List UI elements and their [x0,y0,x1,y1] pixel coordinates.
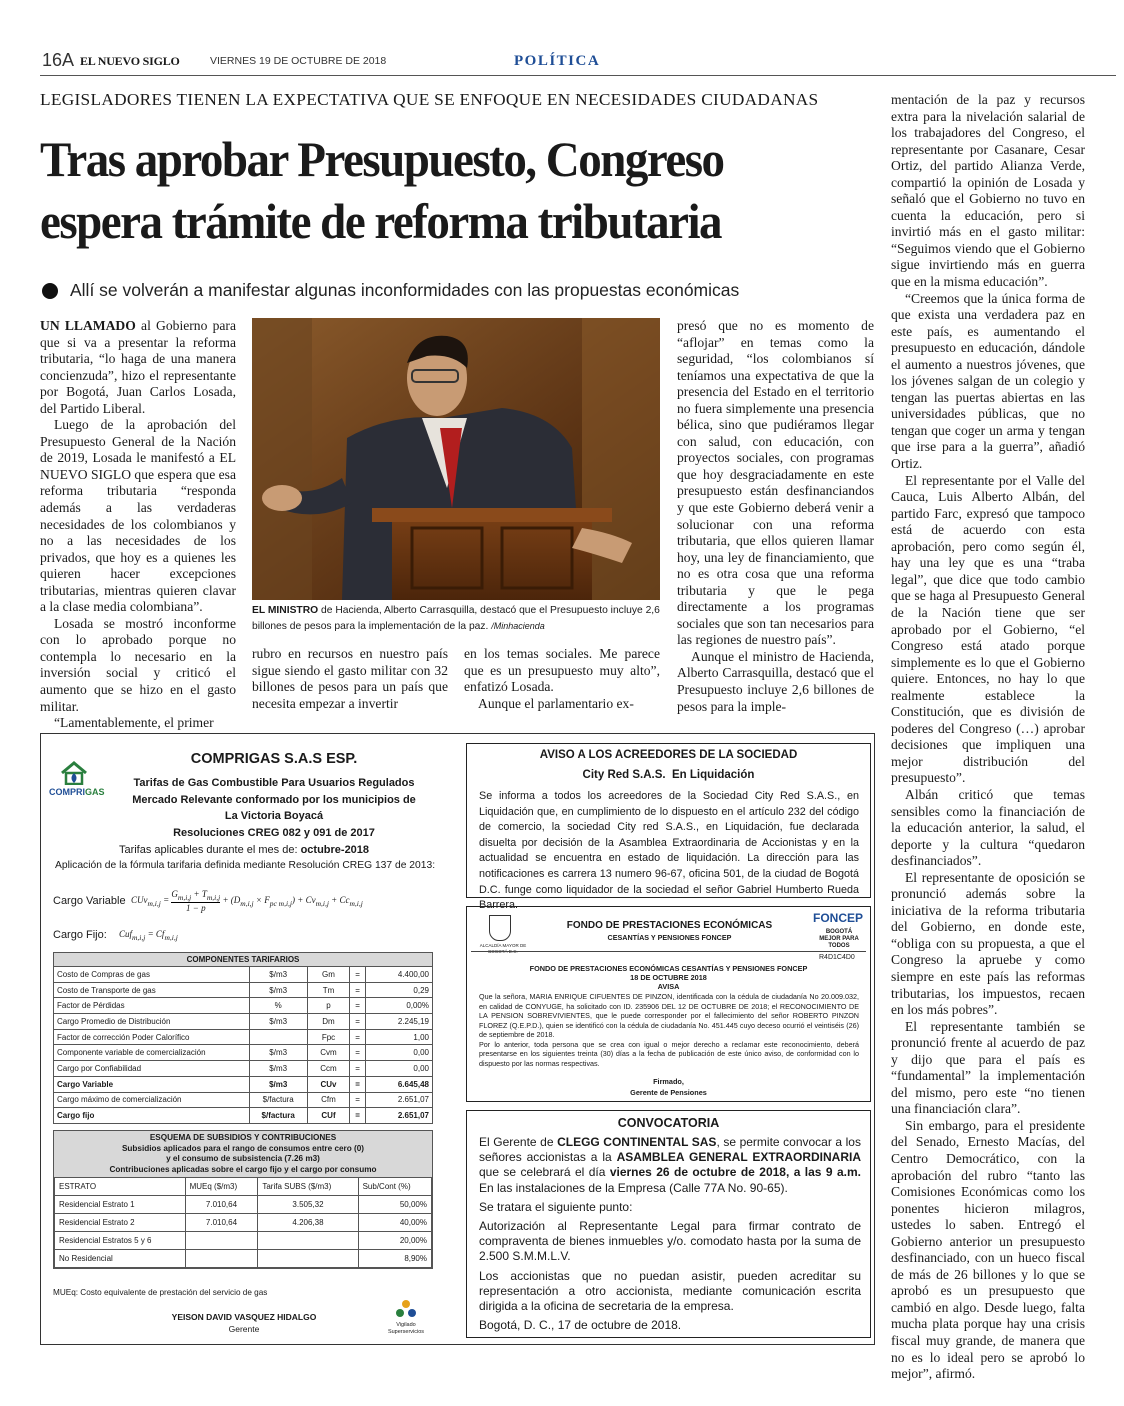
subsidy-title-3: y el consumo de subsistencia (7.26 m3) [166,1154,320,1163]
signer-role: Gerente [228,1324,260,1334]
comprigas-title: COMPRIGAS S.A.S ESP. [190,751,358,767]
conv-text-c: , se permite convocar a los señores accionistas a la [479,1135,861,1165]
foncep-para-2: Por lo anterior, toda persona que se crea con igual o mejor derecho a reclamar este reconocimiento, deberá presentarse en los siguientes treinta (30) días a la fecha de publicación de este único aviso, de conformidad con lo dispuesto por las normas respectivas. [479,1039,859,1068]
cargo-variable-formula: CUv$_{m,i,j}$ = $\frac{G_{m,i,j} + T_{m,i,j}}{1 - p}$ + $(D_{m,i,j} \times F_{pc m,i,j}) + Cv_{m,i,j} + Cc_{m,i,j}$ [131,889,363,913]
tariff-cell-unit: $/m3 [249,1014,307,1030]
aviso-subtitle: City Red S.A.S. En Liquidación [582,769,755,781]
col5-para-4: Albán criticó que temas sensibles como la financiación de la educación anterior, la salud, el deporte y la cultura “quedaron desfinanciados”. [891,786,1085,869]
tariff-cell-value: 6.645,48 [365,1076,432,1092]
conv-text-e: que se celebrará el día [479,1165,610,1180]
subsidy-title-1: ESQUEMA DE SUBSIDIOS Y CONTRIBUCIONES [149,1133,337,1142]
photo-caption [252,604,662,634]
subsidy-cell: 3.505,32 [258,1196,358,1214]
col1-para-2: Luego de la aprobación del Presupuesto General de la Nación de 2019, Losada le manifestó a EL NUEVO SIGLO que espera que esa reforma tributaria “responda además a las verdaderas necesidades de los colombianos y no a las necesidades de los privados, que hoy es a quienes les quieren hacer excepciones tributarias, mientras quieren clavar a la clase media colombiana”. [40,417,236,615]
subsidy-cell: 7.010,64 [185,1214,258,1232]
cf-formula-symbol: Cuf [119,929,133,939]
headline-line-2: espera trámite de reforma tributaria [40,193,722,249]
foncep-role: Gerente de Pensiones [630,1088,707,1097]
tariff-cell-unit: $/m3 [249,982,307,998]
tariff-cell-name: Costo de Transporte de gas [54,982,250,998]
tariff-cell-name: Componente variable de comercialización [54,1045,250,1061]
tariff-cell-symbol: CUv [307,1076,349,1092]
section-name: POLÍTICA [514,53,601,69]
tariff-row [54,1092,433,1108]
subsidy-cell: Residencial Estrato 1 [55,1196,186,1214]
subsidy-cell: 4.206,38 [258,1214,358,1232]
foncep-para-1: Que la señora, MARIA ENRIQUE CIFUENTES DE PINZON, identificada con la cédula de ciudadanía No 20.009.032, en calidad de CONYUGE, ha solicitado con ID. 235906 DEL 12 DE OCTUBRE DE 2018; el RECONOCIMIENTO DE LA PENSION SOBREVIVIENTES, que le puede corresponder por el fallecimiento del señor ROBERTO PINZON FLOREZ (Q.E.P.D.), quien se identificó con la cédula de ciudadanía No. 451.445 cuyo deceso ocurrió el veintiséis (26) de septiembre de 2018. [479,992,859,1039]
tariff-cell-symbol: Fpc [307,1029,349,1045]
convocatoria-para-1 [479,1135,861,1196]
tariff-cell-equals: = [350,1014,366,1030]
tariff-row [54,998,433,1014]
subsidy-row [55,1232,432,1250]
subsidy-cell: Residencial Estratos 5 y 6 [55,1232,186,1250]
subsidy-box [53,1130,433,1269]
tariff-cell-name: Costo de Compras de gas [54,967,250,983]
comprigas-line-3: La Victoria Boyacá [224,810,324,822]
convocatoria-para-4: Los accionistas que no puedan asistir, pueden acreditar su representación a otro accionista, mediante comunicación escrita dirigida a la oficina de secretaria de la empresa. [479,1268,861,1314]
house-flame-icon [59,761,89,785]
article-column-1 [40,318,236,732]
conv-assembly: ASAMBLEA GENERAL EXTRAORDINARIA [616,1150,862,1165]
minister-photo [252,318,660,600]
aviso-body: Se informa a todos los acreedores de la Sociedad City Red S.A.S., en Liquidación que, en cumplimiento de lo dispuesto en el artículo 232 del código de comercio, la sociedad City red S.A.S., en Liquidación, fue declarada disuelta por decisión de la Asamblea Extraordinaria de Accionistas y en la actualidad se encuentra en estado de liquidación. La dirección para las notificaciones es carrera 13 numero 96-67, oficina 501, de la ciudad de Bogotá D.C. funge como liquidador de la sociedad el señor Gabriel Humberto Rueda Barrera. [479,790,859,912]
subsidy-row [55,1214,432,1232]
tariff-cell-unit: $/m3 [249,1045,307,1061]
foncep-head-3: AVISA [657,982,680,991]
tariff-cell-value: 2.651,07 [365,1092,432,1108]
tariff-cell-equals: = [350,1076,366,1092]
tariff-cell-equals: = [350,998,366,1014]
tariff-cell-equals: = [350,1108,366,1124]
tariff-cell-equals: = [350,1092,366,1108]
aviso-acreedores-ad [466,743,871,912]
tariff-cell-equals: = [350,1045,366,1061]
col5-para-7: Sin embargo, para el presidente del Senado, Ernesto Macías, del Centro Democrático, con la aprobación del rubro “tanto las Comisiones Económicas como los ponentes hicieron milagros, ustedes lo saben. Entregó el Gobierno anterior un presupuesto desfinanciado, con un hueco fiscal de más de 26 billones y lo que se aprobó es un presupuesto que cambió en algo. Desde luego, falta mucha plata porque hay una crisis fiscal muy grande, de manera que no es lo ideal pero se aprobó lo mejor”, afirmó. [891,1117,1085,1382]
tariff-cell-unit: $/factura [249,1108,307,1124]
signer-name: YEISON DAVID VASQUEZ HIDALGO [171,1312,317,1322]
page-header [40,50,1115,76]
superservicios-text: Vigilado Superservicios [387,1322,425,1335]
subsidy-header-cell: Tarifa SUBS ($/m3) [258,1178,358,1196]
tariff-row [54,982,433,998]
article-lead: UN LLAMADO [40,318,136,333]
superservicios-seal [381,1299,431,1339]
subsidy-title-4: Contribuciones aplicadas sobre el cargo fijo y el cargo por consumo [109,1164,377,1174]
article-column-3 [464,646,660,712]
foncep-ad [466,906,871,1102]
col5-para-1: mentación de la paz y recursos extra para la nivelación salarial de los trabajadores del Congreso, el representante por Casanare, Cesar Ortiz, del partido Alianza Verde, compartió la opinión de Losada y señaló que el Gobierno no tuvo en cuenta la educación, pero si invirtió más en el gasto militar: “Seguimos viendo que el Gobierno sigue invirtiendo más en guerra que en la misma educación”. [891,92,1085,290]
header-rule [40,75,1116,76]
conv-text-g: En las instalaciones de la Empresa (Calle 77A No. 90-65). [479,1180,788,1195]
tariff-cell-name: Factor de corrección Poder Calorífico [54,1029,250,1045]
tariff-cell-value: 4.400,00 [365,967,432,983]
page-number: 16A [42,50,75,70]
cargo-fijo-formula: $Cuf_{m,i,j} = Cf_{m,i,j}$ [119,929,178,942]
tariff-cell-unit [249,1029,307,1045]
subsidy-row [55,1250,432,1268]
col1-para-4: “Lamentablemente, el primer [54,715,214,731]
convocatoria-body [479,1135,861,1333]
tariff-cell-unit: $/m3 [249,1076,307,1092]
tariff-row [54,1014,433,1030]
month-label: Tarifas aplicables durante el mes de: [118,844,301,856]
tariff-cell-symbol: Gm [307,967,349,983]
deck-bullet-icon [42,283,58,299]
foncep-rule [471,951,866,952]
col1-para-3: Losada se mostró inconforme con lo aprobado porque no contempla lo necesario en la inversión social y criticó el aumento que se hizo en el gasto militar. [40,615,236,714]
foncep-head [467,964,870,991]
tariff-cell-symbol: Cvm [307,1045,349,1061]
article-kicker: LEGISLADORES TIENEN LA EXPECTATIVA QUE SE ENFOQUE EN NECESIDADES CIUDADANAS [40,90,819,109]
tariff-cell-value: 0,00% [365,998,432,1014]
comprigas-month [43,844,445,856]
tariff-cell-equals: = [350,982,366,998]
comprigas-formula-note: Aplicación de la fórmula tarifaria definida mediante Resolución CREG 137 de 2013: [55,860,436,871]
tariff-cell-equals: = [350,967,366,983]
bogota-coat-icon [489,915,511,941]
col4-para-1: presó que no es momento de “aflojar” en temas como la seguridad, “los colombianos sí teníamos una expectativa de que la presencia del Estado en el territorio no fuera simplemente una presencia bélica, sino que pudiéramos llegar con salud, con educación, con proyectos sociales, con programas que hoy desgraciadamente en este presupuesto están desfinanciandos y que este Gobierno deberá venir a solucionar con una reforma tributaria, que ellos quieren llamar hoy, una ley de financiamiento, que no es otra cosa que una reforma tributaria y que le pega directamente a los programas sociales que son tan necesarios para las regiones de nuestro país”. [677,318,874,648]
subsidy-header-cell: ESTRATO [55,1178,186,1196]
conv-company: CLEGG CONTINENTAL SAS [557,1135,717,1149]
tariff-row [54,1029,433,1045]
tariff-row [54,1108,433,1124]
subsidy-cell [185,1250,258,1268]
col1-para-1: al Gobierno para que si va a presentar la reforma tributaria, “lo haga de una manera concienzuda”, hizo el representante por Bogotá, Juan Carlos Losada, del Partido Liberal. [40,318,236,416]
cargo-variable-label: Cargo Variable [53,895,126,907]
col5-para-2: “Creemos que la única forma de que exista una verdadera paz en este país, es aumentando el presupuesto en educación, dándole el aumento a nuestros jóvenes, que los jóvenes salgan de un colegio y tengan las puertas abiertas en las universidades públicas, que no tengan que coger un arma y tengan que irse para a la guerra”, añadió Ortiz. [891,290,1085,472]
tariff-row [54,1076,433,1092]
tariff-cell-name: Cargo máximo de comercialización [54,1092,250,1108]
tariff-row [54,1061,433,1077]
superservicios-icon [394,1299,418,1321]
col3-para-2: Aunque el parlamentario ex- [478,695,634,711]
tariff-cell-unit: $/m3 [249,1061,307,1077]
caption-lead: EL MINISTRO [252,605,319,616]
tariff-table [53,952,433,1124]
foncep-head-1: FONDO DE PRESTACIONES ECONÓMICAS CESANTÍAS Y PENSIONES FONCEP [529,964,808,973]
comprigas-line-4: Resoluciones CREG 082 y 091 de 2017 [173,826,375,839]
subsidy-cell: No Residencial [55,1250,186,1268]
subsidy-table-body [55,1196,432,1268]
headline-line-1: Tras aprobar Presupuesto, Congreso [40,131,724,187]
tariff-cell-value: 2.651,07 [365,1108,432,1124]
logo-word-a: COMPRI [49,787,85,797]
mueq-note: MUEq: Costo equivalente de prestación del servicio de gas [53,1288,268,1297]
caption-text: de Hacienda, Alberto Carrasquilla, destacó que el Presupuesto incluye 2,6 billones de pesos para la implementación de la paz. [252,605,660,632]
tariff-cell-name: Cargo por Confiabilidad [54,1061,250,1077]
foncep-signed: Firmado, [653,1077,684,1086]
convocatoria-ad [466,1110,871,1338]
tariff-cell-unit: $/factura [249,1092,307,1108]
article-column-2 [252,646,448,712]
cargo-fijo-label: Cargo Fijo: [53,929,107,941]
tariff-cell-symbol: Tm [307,982,349,998]
tariff-cell-equals: = [350,1061,366,1077]
convocatoria-title: CONVOCATORIA [617,1116,720,1130]
conv-date: viernes 26 de octubre de 2018, a las 9 a.m. [609,1165,861,1180]
minister-photo-illustration [252,318,660,600]
foncep-head-2: 18 DE OCTUBRE 2018 [630,973,707,982]
tariff-cell-equals: = [350,1029,366,1045]
subsidy-cell: 7.010,64 [185,1196,258,1214]
tariff-cell-name: Cargo Variable [54,1076,250,1092]
alcaldia-label: ALCALDÍA MAYOR DE [479,943,527,948]
tariff-cell-symbol: Ccm [307,1061,349,1077]
foncep-code: R4D1C4D0 [819,954,855,961]
subsidy-cell [258,1232,358,1250]
subsidy-cell: Residencial Estrato 2 [55,1214,186,1232]
tariff-cell-symbol: p [307,998,349,1014]
comprigas-heading [103,775,445,841]
issue-date: VIERNES 19 DE OCTUBRE DE 2018 [210,55,387,67]
col2-para-1: rubro en recursos en nuestro país sigue siendo el gasto militar con 32 billones de pesos para un país que necesita empezar a invertir [252,646,448,711]
subsidy-title-2: Subsidios aplicados para el rango de consumos entre cero (0) [121,1143,365,1153]
subsidy-header-cell: Sub/Cont (%) [358,1178,431,1196]
col4-para-2: Aunque el ministro de Hacienda, Alberto Carrasquilla, destacó que el Presupuesto incluye 2,6 billones de pesos para la imple- [677,648,874,714]
comprigas-line-1: Tarifas de Gas Combustible Para Usuarios Regulados [133,777,415,789]
article-headline [40,128,825,252]
month-value: octubre-2018 [300,844,370,856]
subsidy-cell [185,1232,258,1250]
tariff-cell-name: Cargo Promedio de Distribución [54,1014,250,1030]
col5-para-5: El representante de oposición se pronunció además sobre la iniciativa de la reforma tributaria del Gobierno, en donde este, “obliga con su propuesta, a que el Congreso la apruebe y como siempre en este país las reformas tributarias, los impuestos, recaen en los más pobres”. [891,869,1085,1018]
col3-para-1: en los temas sociales. Me parece que es un presupuesto muy alto”, enfatizó Losada. [464,646,660,695]
subsidy-cell: 20,00% [358,1232,431,1250]
tariff-cell-value: 1,00 [365,1029,432,1045]
convocatoria-para-5: Bogotá, D. C., 17 de octubre de 2018. [479,1318,682,1333]
caption-credit: /Minhacienda [491,620,545,631]
subsidy-table-header [55,1178,432,1196]
conv-text-a: El Gerente de [479,1135,558,1149]
subsidy-cell [258,1250,358,1268]
foncep-subtitle: CESANTÍAS Y PENSIONES FONCEP [607,933,732,942]
tariff-cell-unit: % [249,998,307,1014]
bogota-mejor-logo: BOGOTÁ MEJOR PARA TODOS [819,929,859,949]
subsidy-cell: 8,90% [358,1250,431,1268]
tariff-cell-symbol: Dm [307,1014,349,1030]
article-column-5 [891,92,1085,1383]
article-deck: Allí se volverán a manifestar algunas inconformidades con las propuestas económicas [70,280,740,300]
foncep-logo: FONCEP [813,911,864,925]
subsidy-row [55,1196,432,1214]
convocatoria-para-3: Autorización al Representante Legal para firmar contrato de compraventa de bienes inmuebles y/o. comodato hasta por la suma de 2.500 S.M.M.L.V. [479,1219,861,1264]
tariff-cell-name: Cargo fijo [54,1108,250,1124]
subsidy-cell: 40,00% [358,1214,431,1232]
subsidy-cell: 50,00% [358,1196,431,1214]
aviso-title: AVISO A LOS ACREEDORES DE LA SOCIEDAD [539,749,798,761]
tariff-cell-value: 0,29 [365,982,432,998]
tariff-cell-symbol: Cfm [307,1092,349,1108]
convocatoria-para-2: Se tratara el siguiente punto: [479,1199,633,1214]
tariff-cell-value: 0,00 [365,1061,432,1077]
newspaper-name: EL NUEVO SIGLO [80,54,180,68]
cv-formula-symbol: CUv [131,894,148,905]
foncep-title: FONDO DE PRESTACIONES ECONÓMICAS [566,920,773,931]
subsidy-header-cell: MUEq ($/m3) [185,1178,258,1196]
article-column-4 [677,318,874,715]
tariff-cell-symbol: CUf [307,1108,349,1124]
foncep-body [479,992,859,1068]
logo-word-b: GAS [85,787,105,797]
comprigas-ad [43,743,445,1343]
tariff-table-title: COMPONENTES TARIFARIOS [54,953,433,967]
tariff-cell-value: 0,00 [365,1045,432,1061]
tariff-cell-name: Factor de Pérdidas [54,998,250,1014]
tariff-cell-unit: $/m3 [249,967,307,983]
tariff-row [54,967,433,983]
col5-para-6: El representante también se pronunció frente al acuerdo de paz y dijo que para el país es “fundamental” la implementación del mismo, pero este “no tienen una financiación clara”. [891,1018,1085,1117]
comprigas-line-2: Mercado Relevante conformado por los municipios de [132,793,416,806]
tariff-row [54,1045,433,1061]
subsidy-header [54,1131,432,1177]
tariff-table-body [54,967,433,1124]
comprigas-logo [49,761,105,803]
col5-para-3: El representante por el Valle del Cauca, Luis Alberto Albán, del partido Farc, expresó que tampoco está de acuerdo con esta aprobación, pero como según él, hay una ley que es una “traba legal”, que dice que todo cambio que se haga al Presupuesto General de la Nación tiene que ser aprobado por el Gobierno, “el Congreso está atado porque simplemente es lo que el Gobierno quiere. Entonces, no hay lo que realmente establece la Constitución, que es división de poderes del Congreso (…) aprobar decisiones que impliquen una mejor distribución del presupuesto”. [891,472,1085,786]
subsidy-table [54,1177,432,1268]
tariff-cell-value: 2.245,19 [365,1014,432,1030]
